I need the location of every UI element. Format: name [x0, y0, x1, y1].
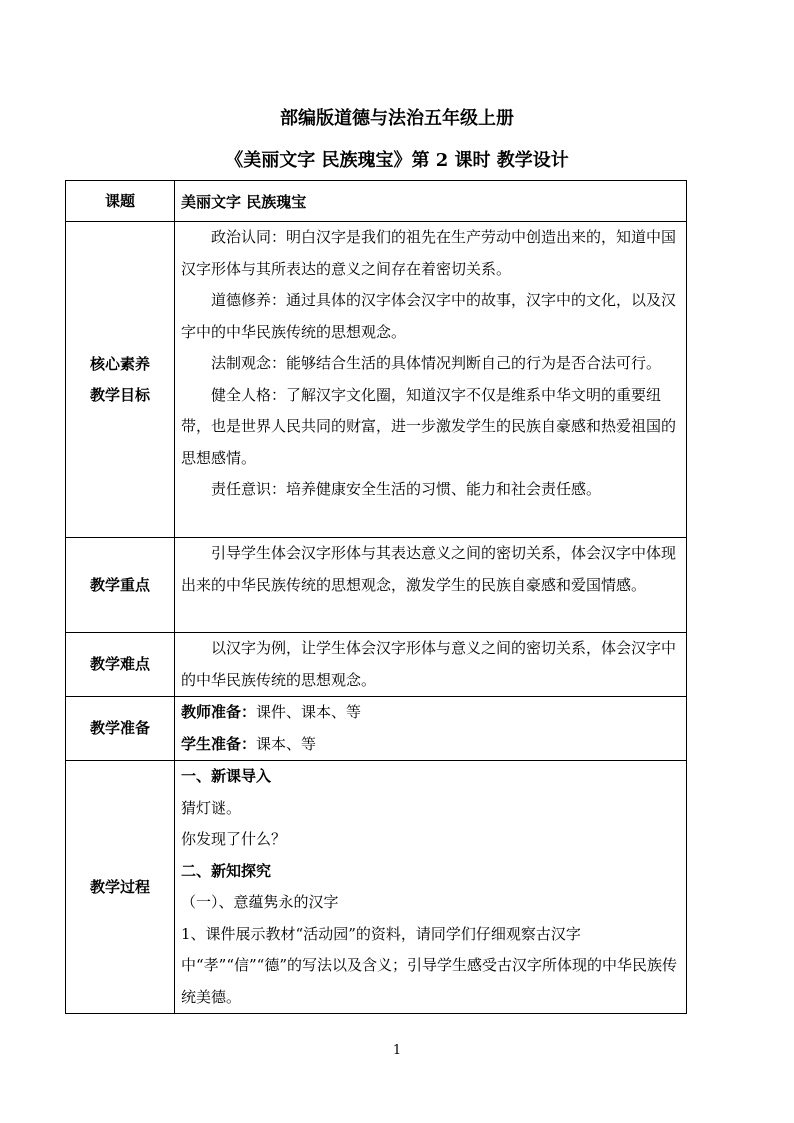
- label-goals-line1: 核心素养: [89, 354, 150, 373]
- process-line: 1、课件展示教材“活动园”的资料，请同学们仔细观察古汉字中“孝”“信”“德”的写法以及含义；引导学生感受古汉字所体现的中华民族传统美德。: [181, 924, 678, 1006]
- value-goals: [175, 222, 687, 538]
- document-title: 部编版道德与法治五年级上册: [280, 108, 514, 129]
- goal-paragraph: 责任意识：培养健康安全生活的习惯、能力和社会责任感。: [211, 480, 602, 498]
- table-row-key: [66, 538, 687, 633]
- label-goals-line2: 教学目标: [89, 385, 150, 404]
- process-heading-text: 二、新知探究: [181, 861, 272, 880]
- label-prep: 教学准备: [66, 697, 175, 761]
- process-heading: [181, 856, 680, 888]
- student-prep-value: 课本、等: [256, 734, 317, 753]
- goal-paragraph: 道德修养：通过具体的汉字体会汉字中的故事，汉字中的文化，以及汉字中的中华民族传统的思想观念。: [181, 291, 677, 341]
- table-row-process: [66, 761, 687, 1014]
- value-process: [175, 761, 687, 1014]
- table-row-prep: [66, 697, 687, 761]
- goal-paragraph: 健全人格：了解汉字文化圈，知道汉字不仅是维系中华文明的重要纽带，也是世界人民共同的财富，进一步激发学生的民族自豪感和热爱祖国的思想感情。: [181, 385, 677, 467]
- lesson-plan-table: [65, 180, 687, 1014]
- student-prep-label: 学生准备：: [181, 734, 257, 753]
- student-prep: [181, 729, 680, 761]
- process-heading: [181, 761, 680, 793]
- key-text: 引导学生体会汉字形体与其表达意义之间的密切关系，体会汉字中体现出来的中华民族传统的思想观念，激发学生的民族自豪感和爱国情感。: [181, 544, 677, 594]
- table-row-difficult: [66, 633, 687, 697]
- label-topic: 课题: [66, 181, 175, 222]
- label-difficult: 教学难点: [66, 633, 175, 697]
- teacher-prep: [181, 697, 680, 729]
- table-row-goals: [66, 222, 687, 538]
- label-key: 教学重点: [66, 538, 175, 633]
- document-subtitle: 《美丽文字 民族瑰宝》第 2 课时 教学设计: [225, 150, 569, 171]
- goal-paragraph: 法制观念：能够结合生活的具体情况判断自己的行为是否合法可行。: [211, 354, 662, 372]
- teacher-prep-value: 课件、课本、等: [256, 703, 362, 721]
- process-line: 猜灯谜。: [181, 798, 242, 817]
- difficult-text: 以汉字为例，让学生体会汉字形体与意义之间的密切关系，体会汉字中的中华民族传统的思想观念。: [181, 639, 677, 689]
- teacher-prep-label: 教师准备：: [181, 703, 257, 721]
- value-key: [175, 538, 687, 633]
- page-number: 1: [392, 1043, 402, 1058]
- process-line: （一）、意蕴隽永的汉字: [181, 893, 339, 911]
- value-prep: [175, 697, 687, 761]
- goal-paragraph: 政治认同：明白汉字是我们的祖先在生产劳动中创造出来的，知道中国汉字形体与其所表达的意义之间存在着密切关系。: [181, 228, 677, 278]
- process-line: 你发现了什么？: [181, 830, 287, 848]
- label-process: 教学过程: [66, 761, 175, 1014]
- value-topic: 美丽文字 民族瑰宝: [175, 181, 687, 222]
- value-difficult: [175, 633, 687, 697]
- label-goals: [66, 222, 175, 538]
- table-row-topic: [66, 181, 687, 222]
- process-heading-text: 一、新课导入: [181, 767, 272, 785]
